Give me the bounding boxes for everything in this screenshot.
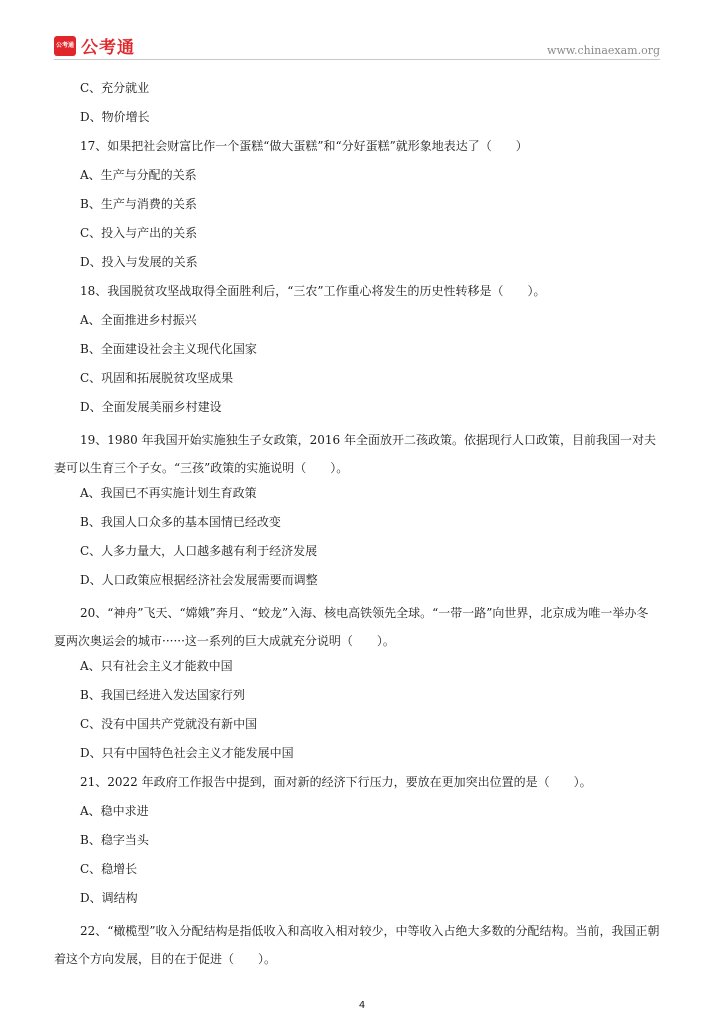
- answer-option: A、我国已不再实施计划生育政策: [80, 486, 257, 500]
- answer-option: A、稳中求进: [80, 804, 149, 818]
- answer-option: A、生产与分配的关系: [80, 168, 197, 182]
- answer-option: D、只有中国特色社会主义才能发展中国: [80, 746, 294, 760]
- question-text: 18、我国脱贫攻坚战取得全面胜利后，“三农”工作重心将发生的历史性转移是（ ）。: [80, 284, 546, 298]
- answer-option: D、全面发展美丽乡村建设: [80, 400, 222, 414]
- answer-option: B、稳字当头: [80, 833, 149, 847]
- answer-option: D、调结构: [80, 891, 138, 905]
- answer-option: A、全面推进乡村振兴: [80, 313, 197, 327]
- answer-option: C、充分就业: [80, 81, 150, 95]
- site-url: www.chinaexam.org: [547, 44, 660, 57]
- question-text: 21、2022 年政府工作报告中提到，面对新的经济下行压力，要放在更加突出位置的是（ ）。: [80, 775, 592, 789]
- answer-option: A、只有社会主义才能救中国: [80, 659, 233, 673]
- answer-option: C、巩固和拓展脱贫攻坚成果: [80, 371, 234, 385]
- answer-option: C、没有中国共产党就没有新中国: [80, 717, 258, 731]
- answer-option: B、我国已经进入发达国家行列: [80, 688, 245, 702]
- page-header: [0, 0, 724, 62]
- header-divider: [54, 59, 660, 60]
- answer-option: C、人多力量大，人口越多越有利于经济发展: [80, 544, 318, 558]
- logo-text: 公考通: [81, 38, 135, 58]
- question-list: [54, 78, 660, 974]
- answer-option: B、生产与消费的关系: [80, 197, 197, 211]
- answer-option: C、投入与产出的关系: [80, 226, 198, 240]
- logo: [54, 33, 135, 58]
- answer-option: C、稳增长: [80, 862, 138, 876]
- logo-badge-icon: 公考通: [54, 36, 76, 56]
- question-text: 17、如果把社会财富比作一个蛋糕“做大蛋糕”和“分好蛋糕”就形象地表达了（ ）: [80, 139, 528, 153]
- answer-option: B、全面建设社会主义现代化国家: [80, 342, 257, 356]
- question-text: 22、“橄榄型”收入分配结构是指低收入和高收入相对较少，中等收入占绝大多数的分配结构。当前，我国正朝着这个方向发展，目的在于促进（ ）。: [54, 924, 660, 966]
- question-text: 19、1980 年我国开始实施独生子女政策，2016 年全面放开二孩政策。依据现行人口政策，目前我国一对夫妻可以生育三个子女。“三孩”政策的实施说明（ ）。: [54, 433, 656, 475]
- question-text: 20、“神舟”飞天、“嫦娥”奔月、“蛟龙”入海、核电高铁领先全球。“一带一路”向世界，北京成为唯一举办冬夏两次奥运会的城市······这一系列的巨大成就充分说明（ ）。: [54, 606, 649, 648]
- answer-option: D、人口政策应根据经济社会发展需要而调整: [80, 573, 318, 587]
- answer-option: D、投入与发展的关系: [80, 255, 198, 269]
- answer-option: B、我国人口众多的基本国情已经改变: [80, 515, 281, 529]
- page-number: 4: [358, 1000, 366, 1011]
- answer-option: D、物价增长: [80, 110, 150, 124]
